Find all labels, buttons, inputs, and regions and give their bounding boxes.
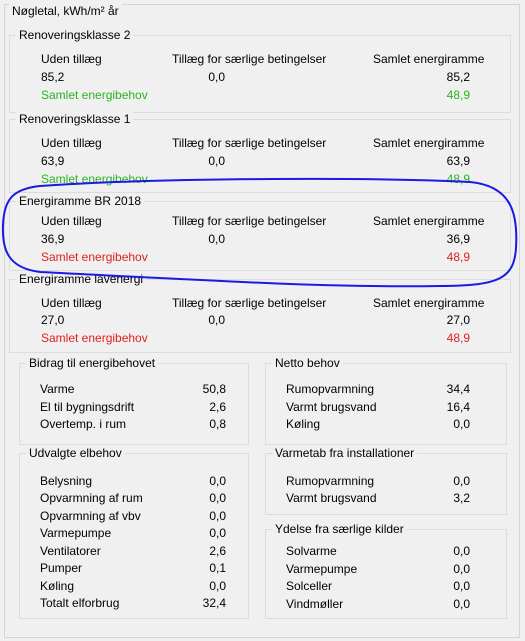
energibehov-value: 48,9: [446, 331, 470, 345]
tillaeg-value: 0,0: [208, 70, 225, 84]
row-label: Totalt elforbrug: [40, 596, 120, 610]
row-value: 32,4: [202, 596, 226, 610]
row-label: Solceller: [286, 579, 333, 593]
col-samlet-label: Samlet energiramme: [373, 52, 485, 66]
col-uden-label: Uden tillæg: [41, 214, 102, 228]
col-tillaeg-label: Tillæg for særlige betingelser: [172, 136, 327, 150]
samlet-value: 63,9: [446, 154, 470, 168]
group-renoveringsklasse-2: [9, 28, 511, 113]
group-title: Renoveringsklasse 2: [16, 28, 133, 42]
row-value: 0,8: [209, 417, 226, 431]
row-value: 0,0: [453, 474, 470, 488]
group-bidrag: [19, 356, 249, 445]
col-uden-label: Uden tillæg: [41, 52, 102, 66]
row-label: Solvarme: [286, 544, 337, 558]
row-value: 0,0: [209, 579, 226, 593]
tillaeg-value: 0,0: [208, 232, 225, 246]
energibehov-value: 48,9: [446, 250, 470, 264]
row-label: Pumper: [40, 561, 83, 575]
col-tillaeg-label: Tillæg for særlige betingelser: [172, 214, 327, 228]
row-value: 0,0: [209, 509, 226, 523]
row-label: Varme: [40, 382, 75, 396]
row-value: 2,6: [209, 544, 226, 558]
group-ydelse: [265, 522, 507, 619]
group-netto-behov: [265, 356, 507, 445]
row-value: 16,4: [446, 400, 470, 414]
row-value: 50,8: [202, 382, 226, 396]
energibehov-label: Samlet energibehov: [41, 172, 148, 186]
row-label: El til bygningsdrift: [40, 400, 135, 414]
row-value: 3,2: [453, 491, 470, 505]
samlet-value: 85,2: [446, 70, 470, 84]
row-label: Overtemp. i rum: [40, 417, 127, 431]
group-energiramme-br-2018: [9, 194, 511, 271]
energibehov-value: 48,9: [446, 88, 470, 102]
key-figures-panel: [4, 4, 520, 638]
tillaeg-value: 0,0: [208, 154, 225, 168]
group-title: Ydelse fra særlige kilder: [272, 522, 407, 536]
col-samlet-label: Samlet energiramme: [373, 136, 485, 150]
group-title: Energiramme lavenergi: [16, 272, 146, 286]
col-uden-label: Uden tillæg: [41, 136, 102, 150]
uden-value: 85,2: [41, 70, 65, 84]
group-title: Udvalgte elbehov: [26, 446, 125, 460]
panel-title: Nøgletal, kWh/m² år: [9, 4, 122, 18]
col-samlet-label: Samlet energiramme: [373, 214, 485, 228]
row-label: Varmepumpe: [286, 562, 358, 576]
row-label: Køling: [40, 579, 75, 593]
row-label: Vindmøller: [286, 597, 344, 611]
energibehov-value: 48,9: [446, 172, 470, 186]
samlet-value: 27,0: [446, 313, 470, 327]
uden-value: 27,0: [41, 313, 65, 327]
row-value: 0,0: [453, 417, 470, 431]
energibehov-label: Samlet energibehov: [41, 331, 148, 345]
group-varmetab: [265, 446, 507, 515]
row-label: Varmt brugsvand: [286, 491, 377, 505]
col-tillaeg-label: Tillæg for særlige betingelser: [172, 52, 327, 66]
group-energiramme-lavenergi: [9, 272, 511, 353]
row-label: Varmt brugsvand: [286, 400, 377, 414]
samlet-value: 36,9: [446, 232, 470, 246]
group-udvalgte-elbehov: [19, 446, 249, 619]
row-label: Opvarmning af rum: [40, 491, 143, 505]
group-renoveringsklasse-1: [9, 112, 511, 193]
row-label: Opvarmning af vbv: [40, 509, 141, 523]
row-value: 0,0: [209, 526, 226, 540]
row-label: Belysning: [40, 474, 93, 488]
tillaeg-value: 0,0: [208, 313, 225, 327]
row-label: Ventilatorer: [40, 544, 101, 558]
col-uden-label: Uden tillæg: [41, 296, 102, 310]
row-value: 0,0: [453, 597, 470, 611]
uden-value: 63,9: [41, 154, 65, 168]
group-title: Renoveringsklasse 1: [16, 112, 133, 126]
row-label: Rumopvarmning: [286, 382, 375, 396]
row-value: 0,0: [453, 562, 470, 576]
row-label: Rumopvarmning: [286, 474, 375, 488]
energibehov-label: Samlet energibehov: [41, 88, 148, 102]
group-title: Bidrag til energibehovet: [26, 356, 158, 370]
row-value: 34,4: [446, 382, 470, 396]
group-title: Energiramme BR 2018: [16, 194, 144, 208]
col-tillaeg-label: Tillæg for særlige betingelser: [172, 296, 327, 310]
energibehov-label: Samlet energibehov: [41, 250, 148, 264]
row-value: 0,0: [209, 474, 226, 488]
col-samlet-label: Samlet energiramme: [373, 296, 485, 310]
group-title: Netto behov: [272, 356, 343, 370]
row-value: 0,1: [209, 561, 226, 575]
uden-value: 36,9: [41, 232, 65, 246]
row-value: 0,0: [453, 544, 470, 558]
row-value: 2,6: [209, 400, 226, 414]
group-title: Varmetab fra installationer: [272, 446, 417, 460]
row-label: Køling: [286, 417, 321, 431]
row-label: Varmepumpe: [40, 526, 112, 540]
row-value: 0,0: [209, 491, 226, 505]
row-value: 0,0: [453, 579, 470, 593]
